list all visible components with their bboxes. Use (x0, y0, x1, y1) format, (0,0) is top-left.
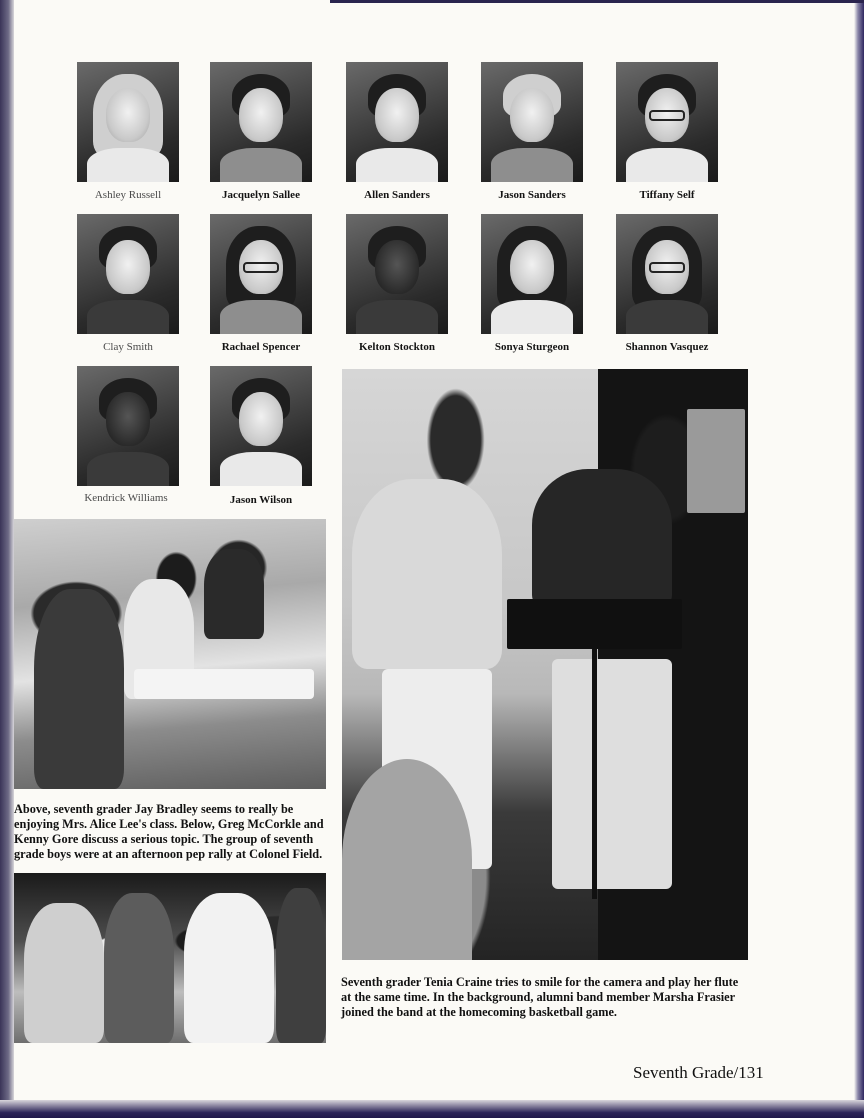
portrait-caption: Allen Sanders (364, 189, 430, 201)
portrait-caption: Sonya Sturgeon (494, 341, 570, 353)
portrait-photo (77, 62, 179, 182)
portrait-photo (210, 62, 312, 182)
portrait-caption: Kendrick Williams (84, 492, 168, 504)
page-right-edge (854, 0, 864, 1118)
portrait-caption: Shannon Vasquez (625, 341, 709, 353)
portrait-photo (210, 214, 312, 334)
portrait-caption: Jason Sanders (498, 189, 566, 201)
portrait-caption: Clay Smith (103, 341, 153, 353)
portrait-photo (210, 366, 312, 486)
page-binding-edge (0, 0, 14, 1118)
portrait-caption: Tiffany Self (639, 189, 695, 201)
page-bottom-edge (0, 1100, 864, 1118)
portrait-photo (346, 62, 448, 182)
band-caption: Seventh grader Tenia Craine tries to smile for the camera and play her flute at the same time. In the background, alumni band member Marsha Frasier joined the band at the homecoming basketball game. (341, 975, 739, 1019)
portrait-photo (77, 214, 179, 334)
portrait-caption: Rachael Spencer (221, 341, 301, 353)
portrait-caption: Jacquelyn Sallee (222, 189, 300, 201)
portrait-photo (346, 214, 448, 334)
portrait-caption: Ashley Russell (94, 189, 162, 201)
classroom-caption: Above, seventh grader Jay Bradley seems to really be enjoying Mrs. Alice Lee's class. Below, Greg McCorkle and Kenny Gore discuss a serious topic. The group of seventh grade boys were at an afternoon pep rally at Colonel Field. (14, 802, 324, 861)
portrait-photo (481, 62, 583, 182)
portrait-photo (616, 214, 718, 334)
portrait-photo (77, 366, 179, 486)
portrait-caption: Jason Wilson (229, 494, 293, 506)
pep-rally-photo (14, 873, 326, 1043)
band-photo (342, 369, 748, 960)
portrait-photo (616, 62, 718, 182)
classroom-photo (14, 519, 326, 789)
page-top-edge (330, 0, 864, 3)
portrait-photo (481, 214, 583, 334)
portrait-caption: Kelton Stockton (358, 341, 436, 353)
page-footer: Seventh Grade/131 (633, 1063, 764, 1082)
